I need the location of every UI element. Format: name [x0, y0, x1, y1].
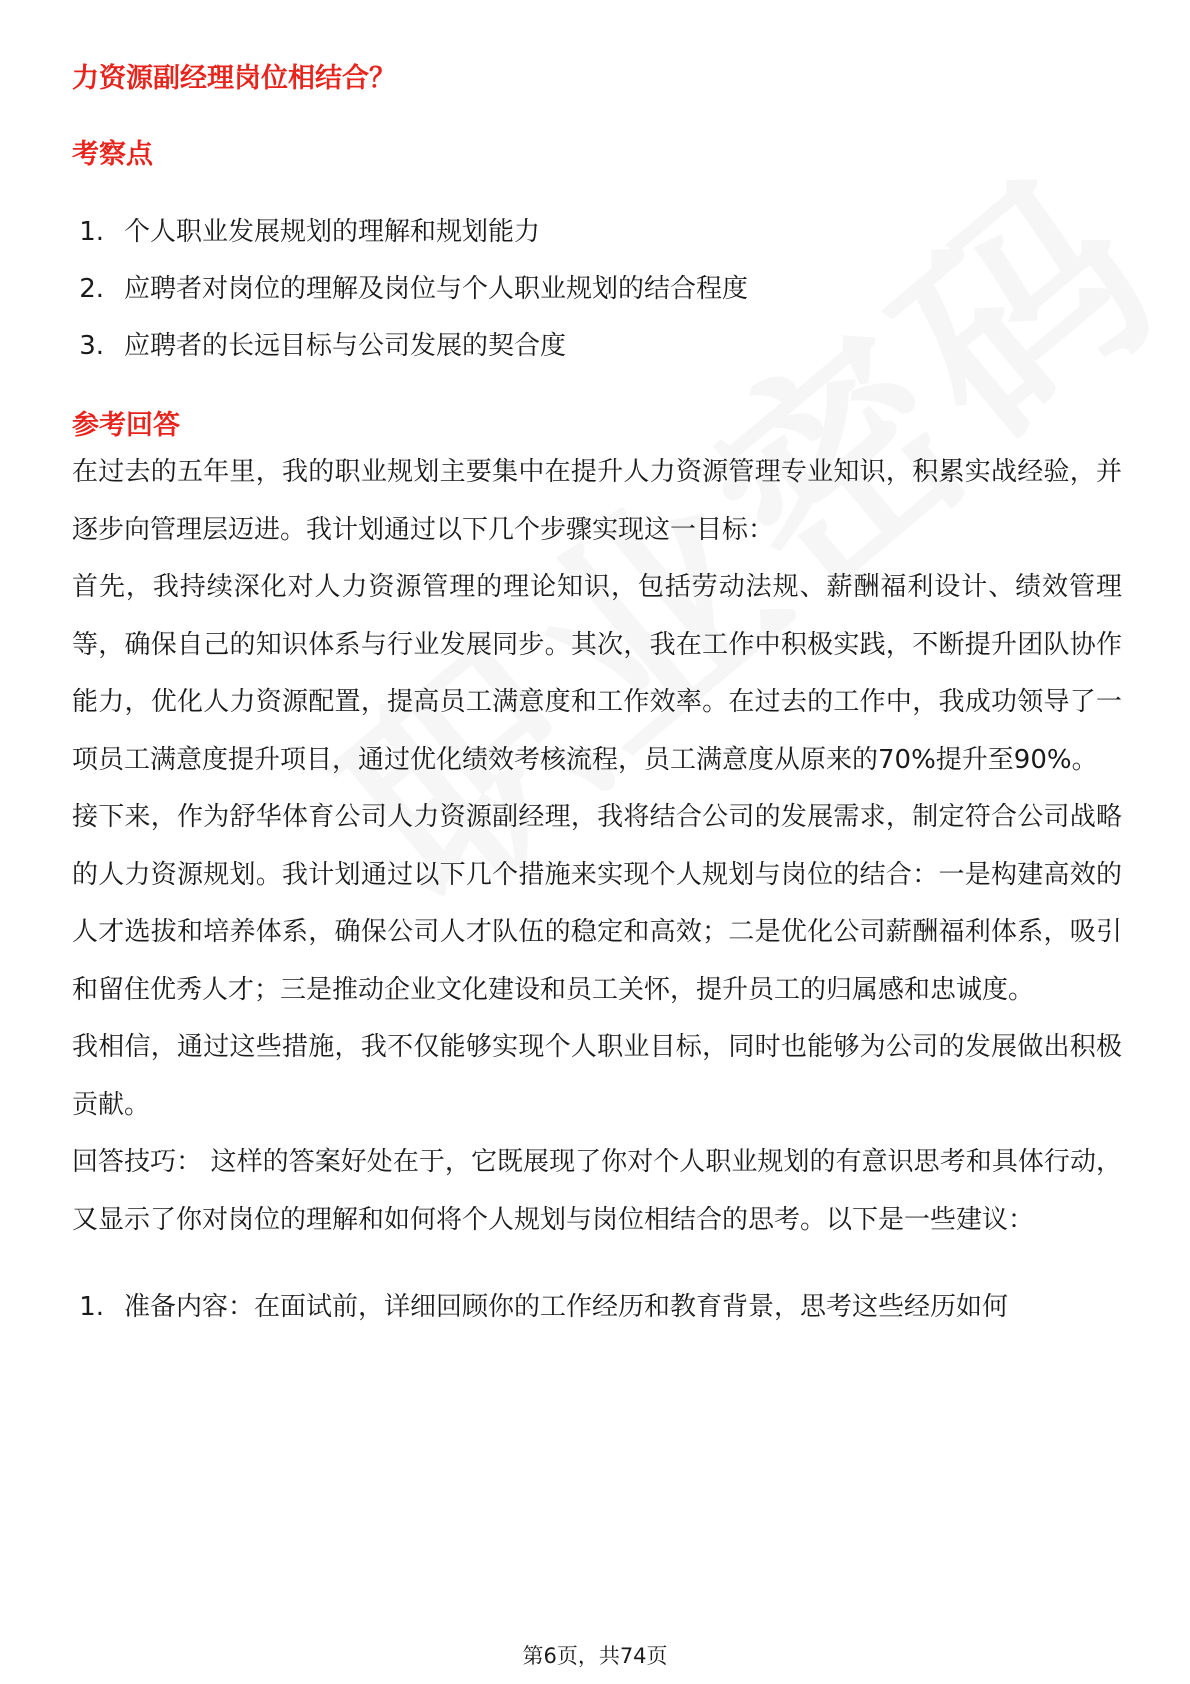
section-title-points: 考察点 [72, 138, 153, 170]
question-title: 力资源副经理岗位相结合？ [72, 63, 396, 94]
list-item [72, 318, 1122, 375]
section-title-answer: 参考回答 [72, 409, 180, 441]
tips-list [72, 1279, 1122, 1336]
list-text: 应聘者对岗位的理解及岗位与个人职业规划的结合程度 [124, 273, 749, 304]
tips-paragraph: 回答技巧： 这样的答案好处在于，它既展现了你对个人职业规划的有意识思考和具体行动，又显示了你对岗位的理解和如何将个人规划与岗位相结合的思考。以下是一些建议： [72, 1147, 1122, 1235]
list-number: 1. [79, 1292, 104, 1323]
answer-paragraph: 接下来，作为舒华体育公司人力资源副经理，我将结合公司的发展需求，制定符合公司战略的人力资源规划。我计划通过以下几个措施来实现个人规划与岗位的结合：一是构建高效的人才选拔和培养体系，确保公司人才队伍的稳定和高效；二是优化公司薪酬福利体系，吸引和留住优秀人才；三是推动企业文化建设和员工关怀，提升员工的归属感和忠诚度。 [72, 802, 1122, 1005]
list-text: 个人职业发展规划的理解和规划能力 [124, 216, 541, 247]
list-number: 2. [79, 273, 104, 304]
page-content [72, 48, 1122, 1336]
points-list [72, 204, 1122, 375]
list-text: 准备内容：在面试前，详细回顾你的工作经历和教育背景，思考这些经历如何 [124, 1292, 1009, 1323]
page-footer: 第6页，共74页 [522, 1644, 668, 1668]
list-number: 3. [79, 330, 104, 361]
list-item [72, 204, 1122, 261]
answer-paragraph: 我相信，通过这些措施，我不仅能够实现个人职业目标，同时也能够为公司的发展做出积极贡献。 [72, 1032, 1122, 1120]
list-item [72, 261, 1122, 318]
list-number: 1. [79, 216, 104, 247]
answer-paragraph: 首先，我持续深化对人力资源管理的理论知识，包括劳动法规、薪酬福利设计、绩效管理等，确保自己的知识体系与行业发展同步。其次，我在工作中积极实践，不断提升团队协作能力，优化人力资源配置，提高员工满意度和工作效率。在过去的工作中，我成功领导了一项员工满意度提升项目，通过优化绩效考核流程，员工满意度从原来的70%提升至90%。 [72, 572, 1122, 775]
answer-paragraph: 在过去的五年里，我的职业规划主要集中在提升人力资源管理专业知识，积累实战经验，并逐步向管理层迈进。我计划通过以下几个步骤实现这一目标： [72, 457, 1122, 545]
list-item [72, 1279, 1122, 1336]
list-text: 应聘者的长远目标与公司发展的契合度 [124, 330, 567, 361]
